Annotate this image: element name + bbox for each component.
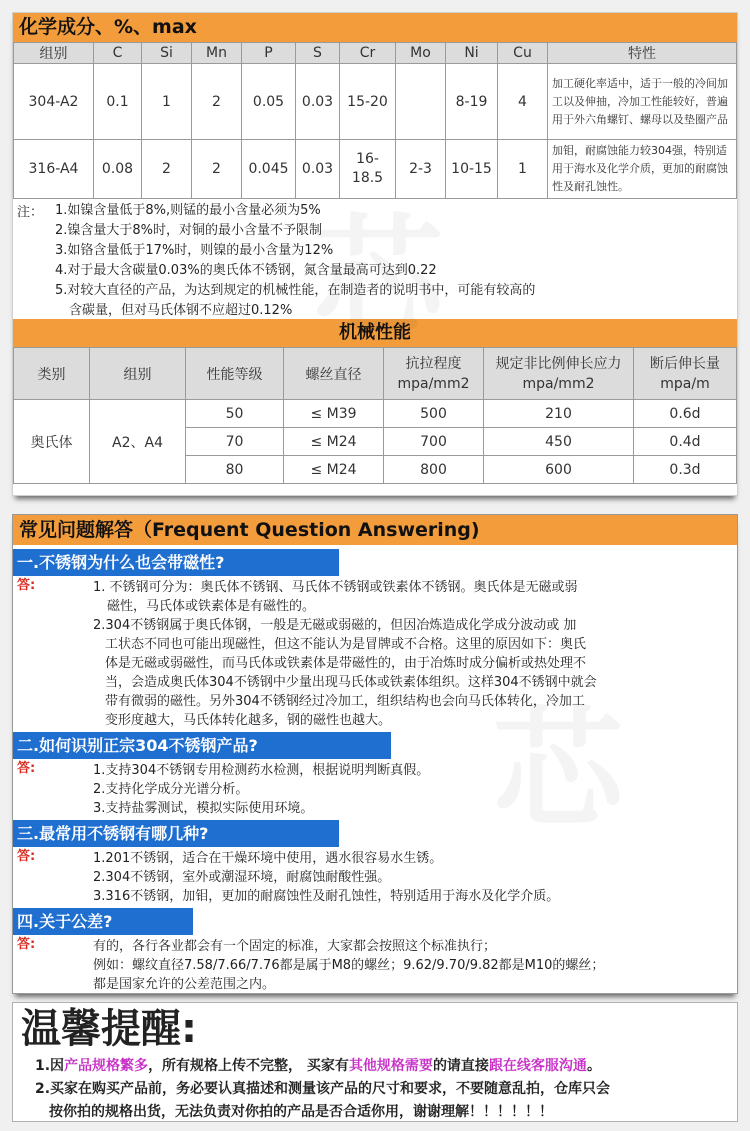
answer-line: 1.201不锈钢，适合在干燥环境中使用，遇水很容易水生锈。 [93,851,443,866]
reminder-line-1 [35,1055,737,1078]
mech-header-row [14,348,737,400]
chem-header-cell: Mo [396,43,446,64]
answer-line: 变形度越大，马氏体转化越多，钢的磁性也越大。 [105,713,392,728]
mech-header-cell: 螺丝直径 [284,348,384,400]
reminder-line-2: 2.买家在购买产品前，务必要认真描述和测量该产品的尺寸和要求，不要随意乱拍，仓库只会 [35,1081,611,1097]
mech-header-cell: 规定非比例伸长应力 mpa/mm2 [484,348,634,400]
mech-cell: 600 [484,456,634,484]
chem-cell: 16-18.5 [340,140,396,199]
reminder-text: 。 [586,1058,601,1074]
mech-cell: 450 [484,428,634,456]
mech-category: 奥氏体 [14,400,90,484]
mech-header-cell: 组别 [90,348,186,400]
mech-cell: 500 [384,400,484,428]
chem-cell: 2 [192,140,242,199]
chem-title: 化学成分、%、max [13,13,737,42]
mech-cell: 0.4d [634,428,737,456]
table-row [14,400,737,428]
chem-cell: 0.05 [242,64,296,140]
chem-cell: 0.1 [94,64,142,140]
chem-cell: 10-15 [446,140,498,199]
chem-cell: 1 [498,140,548,199]
chem-cell: 0.045 [242,140,296,199]
reminder-highlight: 跟在线客服沟通 [488,1058,587,1074]
chem-cell: 304-A2 [14,64,94,140]
spec-panel [12,12,738,496]
mech-cell: 70 [186,428,284,456]
answer-label: 答: [17,937,36,952]
answer-line: 1. 不锈钢可分为：奥氏体不锈钢、马氏体不锈钢或铁素体不锈钢。奥氏体是无磁或弱 [93,580,578,595]
chem-cell: 8-19 [446,64,498,140]
mech-header-cell: 抗拉程度 mpa/mm2 [384,348,484,400]
faq-question-4: 四.关于公差? [13,908,193,935]
mech-cell: 0.3d [634,456,737,484]
chem-header-cell: Ni [446,43,498,64]
notes-label: 注： [17,205,44,220]
reminder-text: 1.因 [35,1058,65,1074]
chem-cell [396,64,446,140]
mech-cell: 0.6d [634,400,737,428]
chem-cell: 0.08 [94,140,142,199]
chem-header-cell: 特性 [548,43,737,64]
reminder-title: 温馨提醒: [21,1006,197,1052]
chem-cell: 2 [192,64,242,140]
table-row [14,140,737,199]
faq-answer-4 [13,935,737,996]
faq-answer-3 [13,847,737,908]
answer-line: 都是国家允许的公差范围之内。 [93,977,276,992]
chem-note: 加工硬化率适中，适于一般的冷间加工以及伸抽，冷加工性能较好，普遍用于外六角螺钉、螺母以及垫圈产品 [548,64,737,140]
chem-cell: 1 [142,64,192,140]
chem-cell: 0.03 [296,64,340,140]
note-line: 3.如铬含量低于17%时，则镍的最小含量为12% [55,243,334,258]
chem-cell: 316-A4 [14,140,94,199]
note-line: 5.对较大直径的产品，为达到规定的机械性能，在制造者的说明书中，可能有较高的 [55,283,536,298]
reminder-text: 的请直接 [432,1058,489,1074]
mech-cell: 700 [384,428,484,456]
chem-header-row [14,43,737,64]
answer-line: 3.316不锈钢，加钼，更加的耐腐蚀性及耐孔蚀性，特别适用于海水及化学介质。 [93,889,560,904]
chem-header-cell: C [94,43,142,64]
chem-note: 加钼，耐腐蚀能力较304强，特别适用于海水及化学介质，更加的耐腐蚀性及耐孔蚀性。 [548,140,737,199]
note-line: 4.对于最大含碳量0.03%的奥氏体不锈钢，氮含量最高可达到0.22 [55,263,437,278]
mech-cell: 50 [186,400,284,428]
answer-line: 2.支持化学成分光谱分析。 [93,782,249,797]
faq-question-1: 一.不锈钢为什么也会带磁性? [13,549,339,576]
answer-line: 磁性，马氏体或铁素体是有磁性的。 [107,599,316,614]
faq-question-2: 二.如何识别正宗304不锈钢产品? [13,732,391,759]
answer-label: 答: [17,761,36,776]
chem-header-cell: Cr [340,43,396,64]
chem-cell: 4 [498,64,548,140]
answer-line: 1.支持304不锈钢专用检测药水检测，根据说明判断真假。 [93,763,430,778]
mech-header-cell: 性能等级 [186,348,284,400]
faq-answer-2 [13,759,737,820]
mech-cell: ≤ M24 [284,428,384,456]
answer-line: 工状态不同也可能出现磁性，但这不能认为是冒牌或不合格。这里的原因如下：奥氏 [105,637,587,652]
chem-notes [13,199,737,319]
chem-cell: 0.03 [296,140,340,199]
answer-line: 有的，各行各业都会有一个固定的标准，大家都会按照这个标准执行； [93,939,497,954]
answer-line: 带有微弱的磁性。另外304不锈钢经过冷加工，组织结构也会向马氏体转化，冷加工 [105,694,585,709]
reminder-line-3: 按你拍的规格出货，无法负责对你拍的产品是否合适你用，谢谢理解！！！！！！ [49,1104,553,1120]
faq-answer-1 [13,576,737,732]
answer-line: 例如：螺纹直径7.58/7.66/7.76都是属于M8的螺丝；9.62/9.70/9.82都是M10的螺丝； [93,958,605,973]
mech-cell: ≤ M39 [284,400,384,428]
faq-title: 常见问题解答（Frequent Question Answering) [13,515,737,545]
note-line: 2.镍含量大于8%时，对铜的最小含量不予限制 [55,223,323,238]
mech-header-cell: 类别 [14,348,90,400]
mech-title: 机械性能 [13,319,737,347]
answer-line: 2.304不锈钢，室外或潮湿环境，耐腐蚀耐酸性强。 [93,870,391,885]
reminder-highlight: 产品规格繁多 [64,1058,149,1074]
mech-group: A2、A4 [90,400,186,484]
reminder-text: ，所有规格上传不完整， 买家有 [148,1058,349,1074]
reminder-panel [12,1002,738,1122]
faq-panel [12,514,738,994]
mech-cell: 80 [186,456,284,484]
answer-line: 2.304不锈钢属于奥氏体钢，一般是无磁或弱磁的，但因冶炼造成化学成分波动或 加 [93,618,577,633]
answer-line: 3.支持盐雾测试，模拟实际使用环境。 [93,801,314,816]
answer-line: 体是无磁或弱磁性，而马氏体或铁素体是带磁性的，由于冶炼时成分偏析或热处理不 [105,656,587,671]
chem-cell: 15-20 [340,64,396,140]
mech-header-cell: 断后伸长量 mpa/m [634,348,737,400]
chem-header-cell: Cu [498,43,548,64]
chem-header-cell: P [242,43,296,64]
chem-table [13,42,737,199]
answer-label: 答: [17,849,36,864]
chem-cell: 2 [142,140,192,199]
answer-line: 当，会造成奥氏体304不锈钢中少量出现马氏体或铁素体组织。这样304不锈钢中就会 [105,675,597,690]
chem-header-cell: Si [142,43,192,64]
table-row [14,64,737,140]
chem-header-cell: S [296,43,340,64]
answer-label: 答: [17,578,36,593]
chem-header-cell: Mn [192,43,242,64]
chem-cell: 2-3 [396,140,446,199]
reminder-highlight: 其他规格需要 [348,1058,433,1074]
mech-cell: 210 [484,400,634,428]
mech-cell: 800 [384,456,484,484]
note-line: 含碳量，但对马氏体钢不应超过0.12% [69,303,293,318]
faq-question-3: 三.最常用不锈钢有哪几种? [13,820,339,847]
mech-cell: ≤ M24 [284,456,384,484]
note-line: 1.如镍含量低于8%,则锰的最小含量必须为5% [55,203,321,218]
mech-table [13,347,737,484]
chem-header-cell: 组别 [14,43,94,64]
